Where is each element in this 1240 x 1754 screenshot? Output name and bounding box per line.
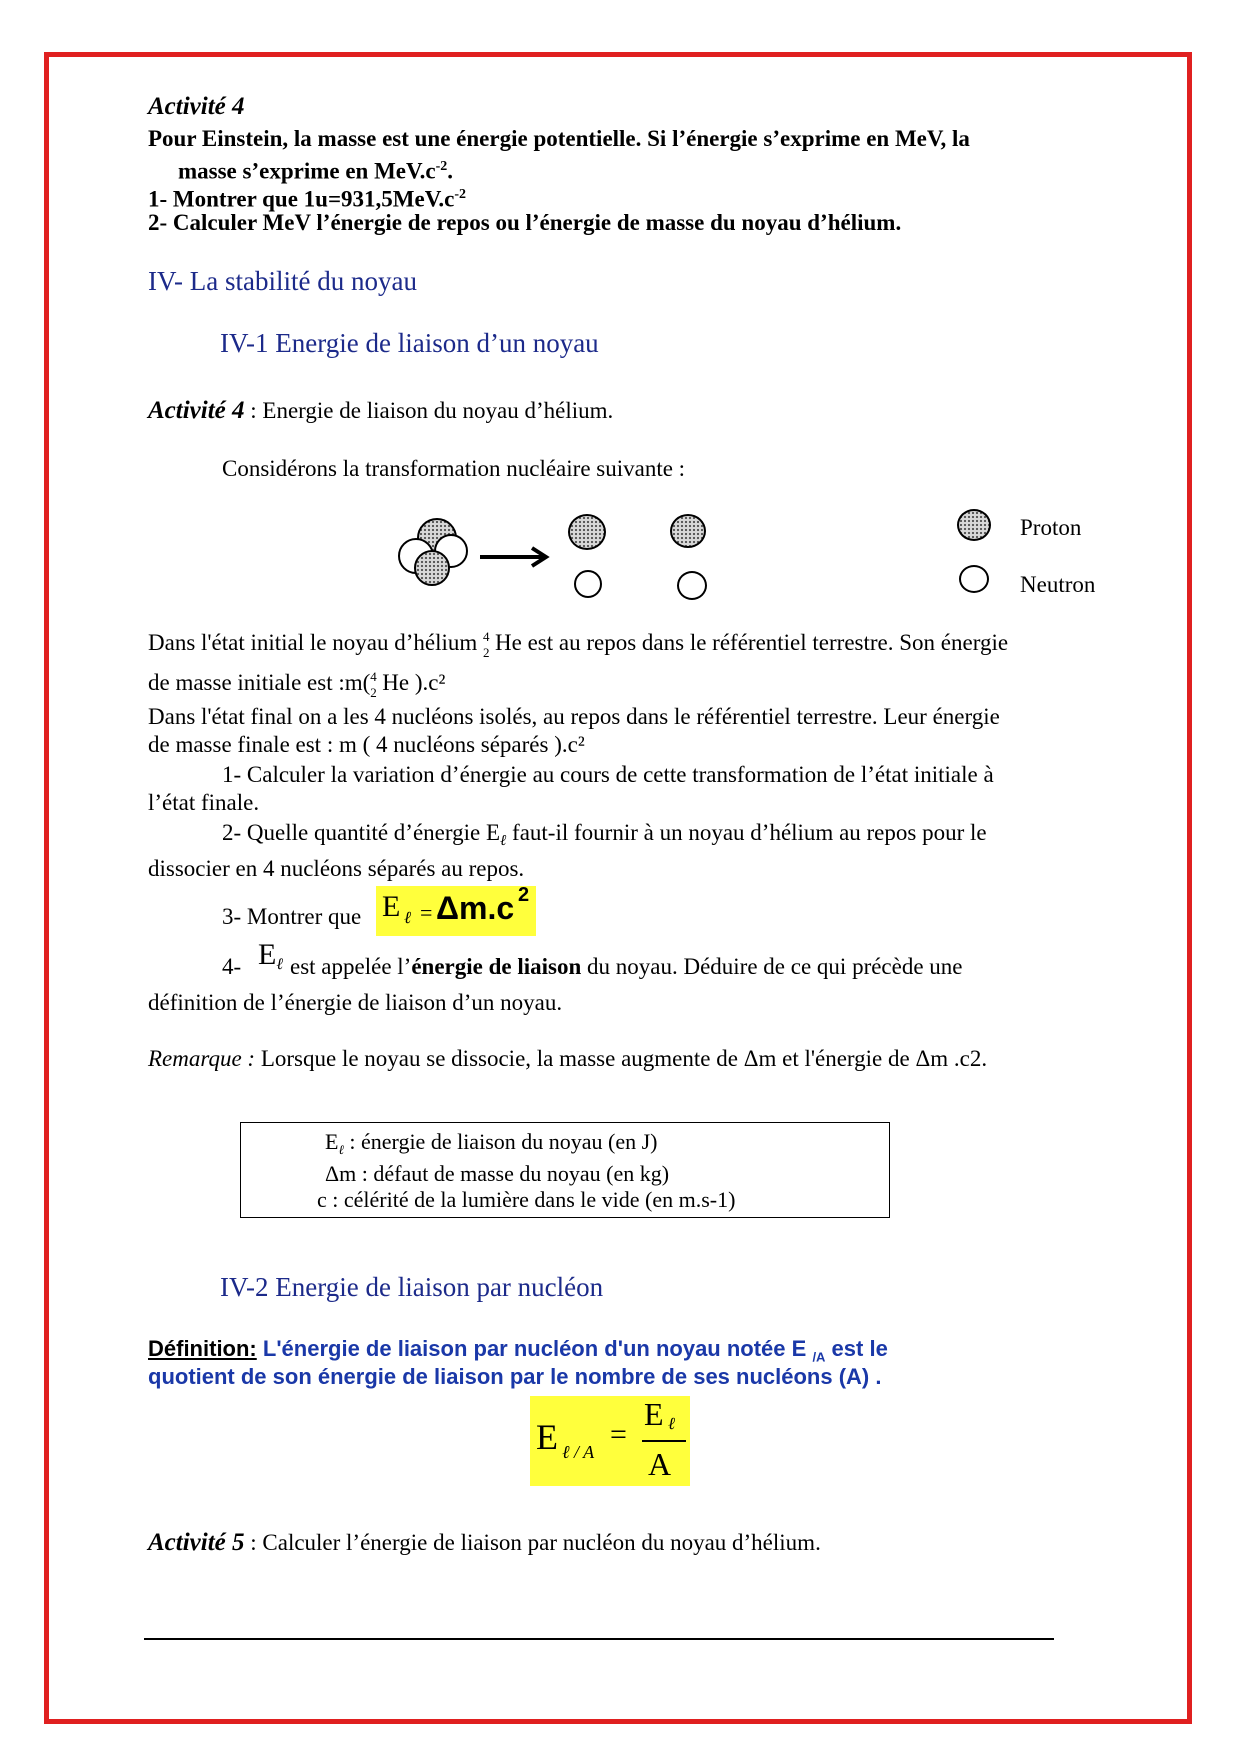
section-iv1-title: IV-1 Energie de liaison d’un noyau [220,328,599,358]
formula-el-mc2: E ℓ = Δm.c 2 [376,886,536,936]
question-3-text: 3- Montrer que [222,904,362,929]
question-4-number: 4- [222,954,242,979]
body-paragraph-2: de masse initiale est :m( 4 2 He ).c² [148,669,446,700]
fraction-bar [642,1440,686,1442]
definition-line2: quotient de son énergie de liaison par le nombre de ses nucléons (A) . [148,1364,882,1389]
definitions-box [240,1122,890,1218]
arrow-right-icon [478,546,552,568]
question-4-el-symbol: Eℓ [258,938,283,973]
separated-proton-2 [670,514,706,548]
body-paragraph-1: Dans l'état initial le noyau d’hélium 4 2 He est au repos dans le référentiel terrestre. Son énergie [148,629,1009,660]
definition-line1: Définition: L'énergie de liaison par nucléon d'un noyau notée E $_{/A}$ est le [148,1336,888,1365]
activity4-line2: masse s’exprime en $MeV.c^{-2}$. [178,158,454,184]
separated-proton-1 [568,514,606,550]
activity4-question1: 1- Montrer que $1u=931,5MeV.c^{-2}$ [148,186,466,212]
transformation-intro: Considérons la transformation nucléaire suivante : [222,456,686,481]
question-2-line1: 2- Quelle quantité d’énergie $E_\ell$ faut-il fournir à un noyau d’hélium au repos pour le [222,820,987,849]
legend-neutron-icon [959,565,989,593]
question-1-line1: 1- Calculer la variation d’énergie au cours de cette transformation de l’état initiale à [222,762,994,787]
legend-proton-label: Proton [1020,515,1082,540]
helium-isotope-2: 4 2 [370,669,377,700]
separated-neutron-1 [574,570,602,598]
el-symbol: $E_\ell$ [485,820,507,849]
body-paragraph-4: de masse finale est : m ( 4 nucléons séparés ).c² [148,732,585,757]
definitions-line2: Δm : défaut de masse du noyau (en kg) [325,1161,670,1186]
body-paragraph-3: Dans l'état final on a les 4 nucléons isolés, au repos dans le référentiel terrestre. Leur énergie [148,704,1000,729]
definitions-line3: c : célérité de la lumière dans le vide (en m.s-1) [317,1187,736,1212]
question-2-line2: dissocier en 4 nucléons séparés au repos. [148,856,525,881]
separated-neutron-2 [677,571,707,600]
question-1-line2: l’état finale. [148,790,260,815]
section-iv-title: IV- La stabilité du noyau [148,266,417,296]
activity4b-heading: Activité 4 : Energie de liaison du noyau d’hélium. [148,397,614,424]
question-4-line2: définition de l’énergie de liaison d’un noyau. [148,990,563,1015]
question-4-line1: est appelée l’énergie de liaison du noyau. Déduire de ce qui précède une [290,954,963,979]
legend-proton-icon [957,509,991,541]
remarque: Remarque : Lorsque le noyau se dissocie, la masse augmente de Δm et l'énergie de Δm .c2. [148,1046,988,1071]
definitions-line1: $E_\ell$ : énergie de liaison du noyau (en J) [325,1129,658,1157]
section-iv2-title: IV-2 Energie de liaison par nucléon [220,1272,604,1302]
footer-rule [144,1638,1054,1640]
helium-isotope: 4 2 [483,629,490,660]
formula-el-per-a: E ℓ / A = E ℓ A [530,1396,690,1486]
activity5-heading: Activité 5 : Calculer l’énergie de liaison par nucléon du noyau d’hélium. [148,1529,821,1556]
nucleus-proton-2 [414,550,450,586]
legend-neutron-label: Neutron [1020,572,1096,597]
activity4-question2: 2- Calculer MeV l’énergie de repos ou l’énergie de masse du noyau d’hélium. [148,210,902,235]
activity4-line1: Pour Einstein, la masse est une énergie potentielle. Si l’énergie s’exprime en MeV, la [148,126,970,151]
activity4-title: Activité 4 [148,93,245,120]
